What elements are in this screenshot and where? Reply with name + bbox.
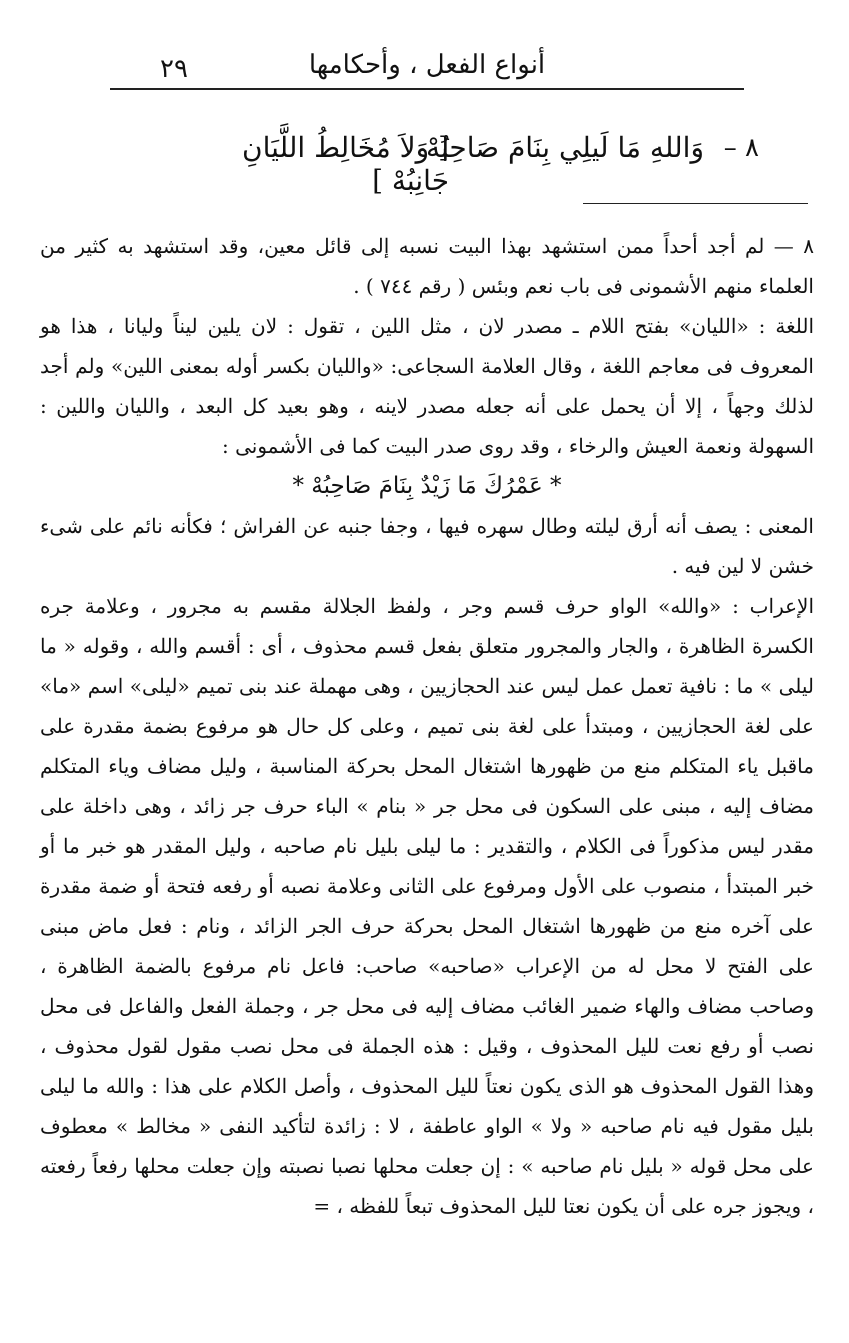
grammar-paragraph: الإعراب : «والله» الواو حرف قسم وجر ، ولفظ الجلالة مقسم به مجرور ، وعلامة جره الكسرة الظاهرة ، والجار والمجرور متعلق بفعل قسم محذوف ، أى : أقسم والله ، وقوله « ما ليلى » ما : نافية تعمل عمل ليس عند الحجازيين ، وهى مهملة عند بنى تميم «ليلى» اسم «ما» على لغة الحجازيين ، ومبتدأ على لغة بنى تميم ، وعلى كل حال هو مرفوع بضمة مقدرة على ماقبل ياء المتكلم منع من ظهورها اشتغال المحل بحركة المناسبة ، وليل مضاف وياء المتكلم مضاف إليه ، مبنى على السكون فى محل جر « بنام » الباء حرف جر زائد ، وهى داخلة على مقدر ليس مذكوراً فى الكلام ، والتقدير : ما ليلى بليل نام صاحبه ، وليل المقدر هو خبر ما أو خبر المبتدأ ، منصوب على الأول ومرفوع على الثانى وعلامة نصبه أو رفعه فتحة أو ضمة مقدرة على آخره منع من ظهورها اشتغال المحل بحركة حرف الجر الزائد ، ونام : فعل ماض مبنى على الفتح لا محل له من الإعراب «صاحبه» صاحب: فاعل نام مرفوع بالضمة الظاهرة ، وصاحب مضاف والهاء ضمير الغائب مضاف إليه فى محل جر ، وجملة الفعل والفاعل فى محل نصب أو رفع نعت لليل المحذوف ، وقيل : هذه الجملة فى محل نصب مقول لقول محذوف ، وهذا القول المحذوف هو الذى يكون نعتاً لليل المحذوف ، وأصل الكلام على هذا : والله ما ليلى بليل مقول فيه نام صاحبه « ولا » الواو عاطفة ، لا : زائدة لتأكيد النفى « مخالط » معطوف على محل قوله « بليل نام صاحبه » : إن جعلت محلها نصبا نصبته وإن جعلت محلها رفعاً رفعته ، ويجوز جره على أن يكون نعتا لليل المحذوف تبعاً للفظه ، = bbox=[40, 594, 815, 1218]
lexicon-paragraph: اللغة : «الليان» بفتح اللام ـ مصدر لان ، مثل اللين ، تقول : لان يلين ليناً وليانا ، هذا هو المعروف فى معاجم اللغة ، وقال العلامة السجاعى: «والليان بكسر أوله بمعنى اللين» ولم أجد لذلك وجهاً ، إلا أن يحمل على أنه جعله مصدر لاينه ، وهو بعيد كل البعد ، والليان واللين : السهولة ونعمة العيش والرخاء ، وقد روى صدر البيت كما فى الأشمونى : bbox=[40, 314, 814, 458]
commentary-body bbox=[40, 226, 814, 1226]
verse-second-hemistich: [ وَلاَ مُخَالِطُ اللَّيَانِ جَانِبُهْ ] bbox=[242, 131, 449, 197]
verse-number: ٨ – bbox=[723, 133, 759, 163]
poetry-verse bbox=[192, 125, 759, 197]
footnote-divider bbox=[583, 203, 808, 204]
alternate-verse-quote: * عَمْرُكَ مَا زَيْدٌ بِنَامَ صَاحِبُهْ * bbox=[292, 473, 562, 499]
attribution-paragraph: ٨ — لم أجد أحداً ممن استشهد بهذا البيت نسبه إلى قائل معين، وقد استشهد به كثير من العلماء منهم الأشمونى فى باب نعم وبئس ( رقم ٧٤٤ ) . bbox=[40, 234, 814, 298]
verse-first-hemistich: وَاللهِ مَا لَيلِي بِنَامَ صَاحِبُهْ bbox=[425, 131, 704, 164]
meaning-paragraph: المعنى : يصف أنه أرق ليلته وطال سهره فيها ، وجفا جنبه عن الفراش ؛ فكأنه نائم على شىء خشن لا لين فيه . bbox=[40, 514, 814, 578]
page-header bbox=[110, 48, 744, 90]
running-title: أنواع الفعل ، وأحكامها bbox=[308, 50, 546, 80]
page-number: ٢٩ bbox=[160, 54, 188, 84]
